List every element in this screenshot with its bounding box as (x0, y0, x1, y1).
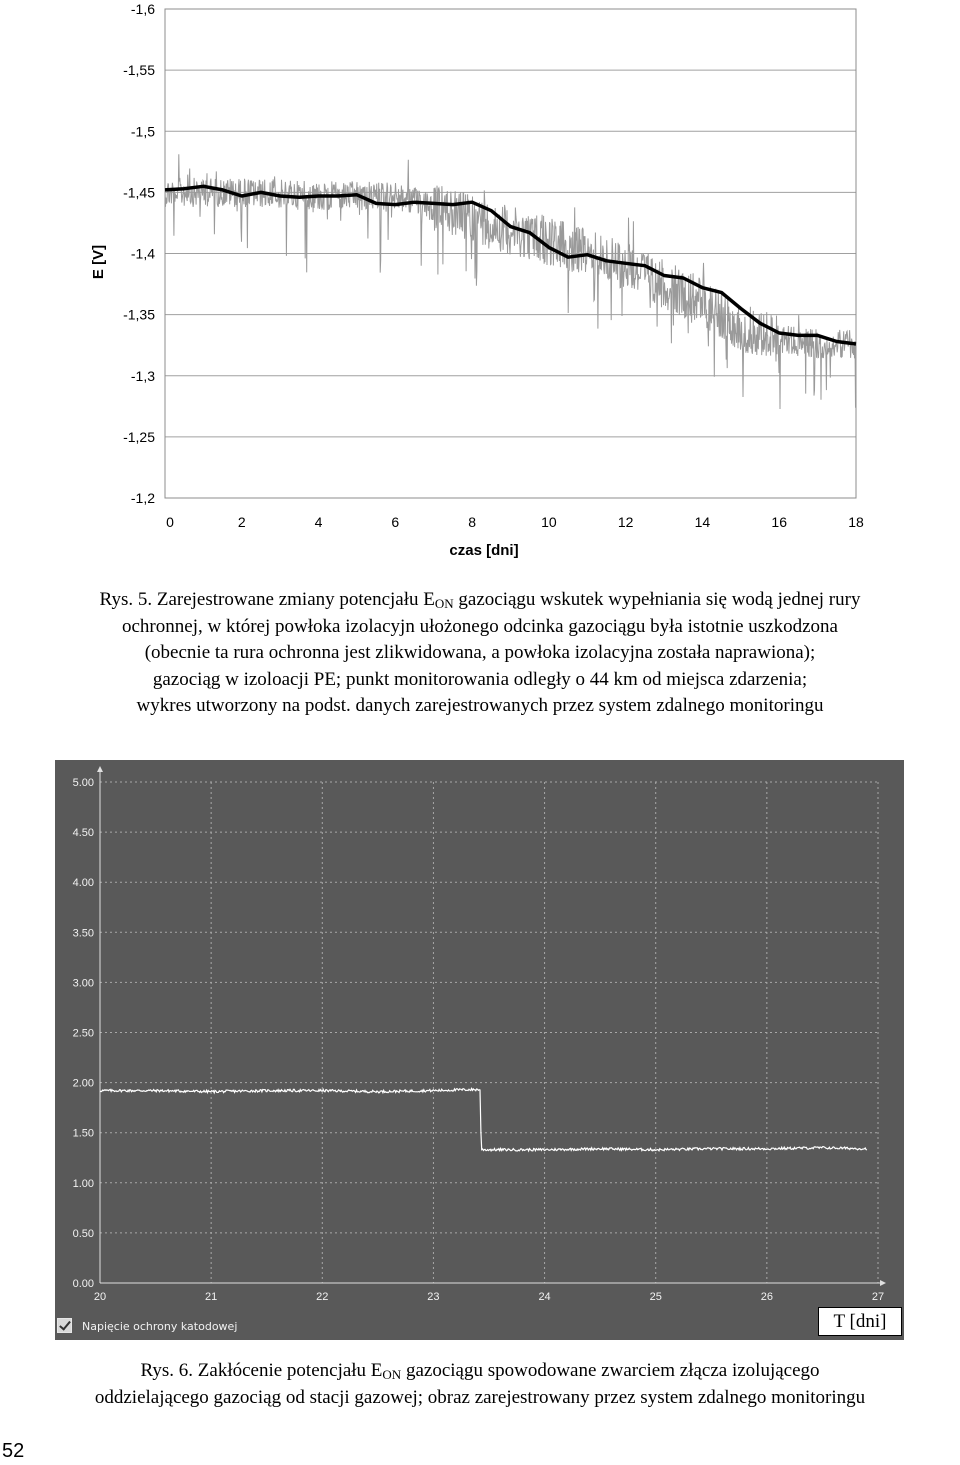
f2-y-tick-label: 4.00 (72, 877, 94, 890)
f1-x-axis-label: czas [dni] (449, 542, 519, 559)
f1-x-tick-label: 16 (771, 514, 788, 530)
figure1-caption-line: (obecnie ta rura ochronna jest zlikwidowana, a powłoka izolacyjna została naprawiona); (144, 642, 816, 664)
f1-y-tick-label: -1,6 (130, 1, 155, 17)
figure2-caption-line: oddzielającego gazociąg od stacji gazowej; obraz zarejestrowany przez system zdalnego monitoringu (94, 1386, 866, 1408)
f2-y-tick-label: 0.00 (72, 1278, 94, 1290)
f1-x-tick-label: 2 (237, 514, 246, 530)
figure2-caption-line: Rys. 6. Zakłócenie potencjału $E_{ON}$ gazociągu spowodowane zwarciem złącza izolującego (140, 1360, 820, 1382)
f2-legend-checkbox[interactable] (57, 1318, 72, 1333)
f2-y-tick-label: 0.50 (72, 1227, 94, 1240)
f1-smoothed-series-line (165, 186, 856, 344)
f1-y-tick-label: -1,3 (130, 367, 155, 384)
f1-y-tick-label: -1,45 (123, 184, 155, 201)
f2-x-tick-label: 20 (93, 1291, 107, 1303)
f1-x-tick-label: 8 (468, 514, 477, 530)
f2-y-tick-label: 2.00 (72, 1077, 94, 1090)
f1-y-tick-label: -1,4 (130, 245, 155, 262)
f1-y-tick-label: -1,5 (130, 123, 155, 140)
figure2-chart (55, 760, 904, 1340)
f2-y-tick-label: 5.00 (72, 777, 94, 789)
figure1-caption (0, 587, 960, 720)
f2-y-tick-label: 4.50 (72, 827, 94, 840)
f1-x-tick-label: 6 (391, 514, 400, 530)
figure1-chart (0, 0, 960, 565)
f2-x-tick-label: 26 (760, 1291, 773, 1303)
f2-axis-unit-label: T [dni] (818, 1307, 902, 1336)
f2-x-tick-label: 27 (871, 1291, 885, 1303)
f1-x-tick-label: 14 (694, 514, 711, 530)
f2-background (55, 760, 904, 1340)
f1-y-axis-label: E [V] (90, 244, 107, 280)
figure1-caption-line: ochronnej, w której powłoka izolacyjn ułożonego odcinka gazociągu była istotnie uszkodzona (122, 615, 838, 637)
f2-y-tick-label: 1.00 (72, 1177, 94, 1190)
f1-x-tick-label: 0 (166, 514, 174, 530)
f1-y-tick-label: -1,55 (123, 62, 155, 79)
f2-x-tick-label: 23 (427, 1291, 440, 1303)
figure1-caption-line: Rys. 5. Zarejestrowane zmiany potencjału $E_{ON}$ gazociągu wskutek wypełniania się wodą jednej rury (99, 589, 861, 611)
f1-y-tick-label: -1,25 (123, 428, 155, 445)
f1-x-tick-labels (166, 514, 864, 530)
page-number: 52 (2, 1440, 25, 1462)
f1-y-tick-label: -1,35 (123, 306, 155, 323)
f2-x-tick-label: 21 (205, 1291, 218, 1303)
f2-legend-label: Napięcie ochrony katodowej (82, 1320, 238, 1333)
figure2-caption (0, 1358, 960, 1411)
f2-y-tick-label: 2.50 (72, 1027, 94, 1040)
f2-x-tick-label: 24 (538, 1291, 551, 1303)
f1-x-tick-label: 10 (541, 514, 557, 530)
f2-x-tick-label: 22 (316, 1291, 329, 1303)
f1-x-tick-label: 4 (314, 514, 323, 530)
f1-y-tick-label: -1,2 (130, 490, 155, 506)
f2-y-tick-label: 3.50 (72, 927, 94, 940)
f1-x-tick-label: 12 (617, 514, 634, 530)
f2-x-tick-label: 25 (649, 1291, 662, 1303)
f2-legend (55, 1316, 335, 1338)
f2-y-tick-label: 3.00 (72, 977, 94, 990)
figure1-caption-line: wykres utworzony na podst. danych zarejestrowanych przez system zdalnego monitoringu (136, 695, 824, 717)
f1-y-tick-labels (123, 1, 155, 506)
f2-y-tick-label: 1.50 (72, 1127, 94, 1140)
figure1-caption-line: gazociąg w izoloacji PE; punkt monitorowania odległy o 44 km od miejsca zdarzenia; (152, 668, 808, 690)
f1-x-tick-label: 18 (848, 514, 864, 530)
